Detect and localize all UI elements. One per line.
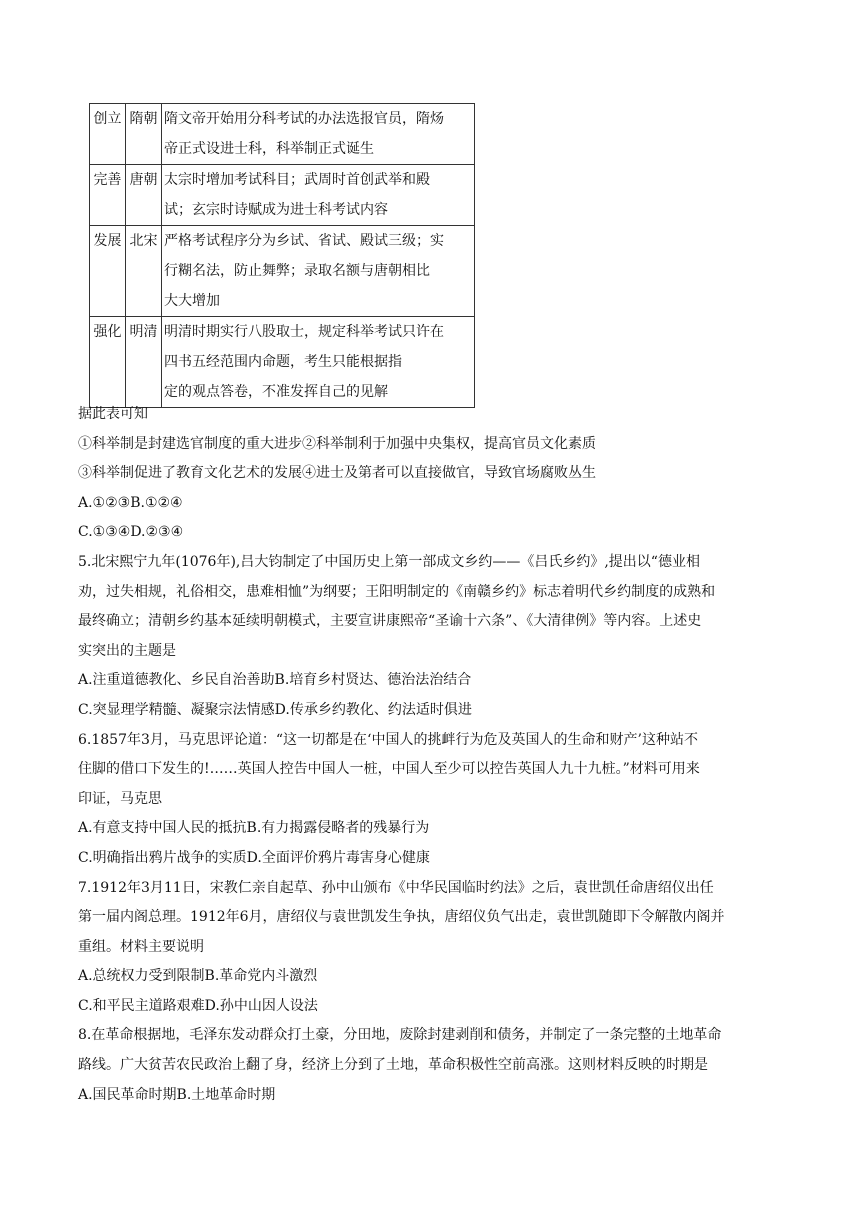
dynasty-cell: 唐朝 <box>126 165 162 226</box>
text-line: 最终确立；清朝乡约基本延续明朝模式，主要宣讲康熙帝“圣谕十六条”、《大清律例》等内容。上述史 <box>78 613 702 630</box>
answer-options-line: A.①②③B.①②④ <box>78 494 183 511</box>
answer-options-line: A.国民革命时期B.土地革命时期 <box>78 1086 276 1103</box>
dynasty-cell: 明清 <box>126 317 162 408</box>
description-line: 试；玄宗时诗赋成为进士科考试内容 <box>164 202 388 218</box>
text-line: 重组。材料主要说明 <box>78 938 204 955</box>
description-line: 隋文帝开始用分科考试的办法选报官员，隋炀 <box>164 111 444 127</box>
answer-options-line: C.突显理学精髓、凝聚宗法情感D.传承乡约教化、约法适时俱进 <box>78 701 472 718</box>
answer-options-line: C.①③④D.②③④ <box>78 524 184 541</box>
question-6-line: 6.1857年3月，马克思评论道：“这一切都是在‘中国人的挑衅行为危及英国人的生命和财产’这种站不 <box>78 731 698 748</box>
answer-options-line: C.明确指出鸦片战争的实质D.全面评价鸦片毒害身心健康 <box>78 849 430 866</box>
stage-cell: 创立 <box>90 104 126 165</box>
text-line: 实突出的主题是 <box>78 642 176 659</box>
description-cell <box>162 317 475 408</box>
text-line: 路线。广大贫苦农民政治上翻了身，经济上分到了土地，革命积极性空前高涨。这则材料反映的时期是 <box>78 1057 708 1074</box>
text-line: 印证，马克思 <box>78 790 162 807</box>
question-8-line: 8.在革命根据地，毛泽东发动群众打土豪，分田地，废除封建剥削和债务，并制定了一条完整的土地革命 <box>78 1027 722 1044</box>
description-cell <box>162 104 475 165</box>
stage-cell: 完善 <box>90 165 126 226</box>
answer-options-line: A.注重道德教化、乡民自治善助B.培育乡村贤达、德治法治结合 <box>78 672 472 689</box>
description-line: 帝正式设进士科，科举制正式诞生 <box>164 141 374 157</box>
answer-options-line: A.总统权力受到限制B.革命党内斗激烈 <box>78 968 318 985</box>
description-line: 大大增加 <box>164 293 220 309</box>
table-row <box>90 317 475 408</box>
description-line: 明清时期实行八股取士，规定科举考试只许在 <box>164 324 444 340</box>
text-line: 劝，过失相规，礼俗相交，患难相恤”为纲要；王阳明制定的《南赣乡约》标志着明代乡约制度的成熟和 <box>78 583 716 600</box>
table-row <box>90 104 475 165</box>
dynasty-cell: 隋朝 <box>126 104 162 165</box>
description-line: 四书五经范围内命题，考生只能根据指 <box>164 354 402 370</box>
answer-options-line: A.有意支持中国人民的抵抗B.有力揭露侵略者的残暴行为 <box>78 820 430 837</box>
text-line: ①科举制是封建选官制度的重大进步②科举制利于加强中央集权，提高官员文化素质 <box>78 435 596 452</box>
description-line: 行糊名法，防止舞弊；录取名额与唐朝相比 <box>164 263 430 279</box>
description-line: 太宗时增加考试科目；武周时首创武举和殿 <box>164 172 430 188</box>
text-line: 住脚的借口下发生的!……英国人控告中国人一桩，中国人至少可以控告英国人九十九桩。”材料可用来 <box>78 761 700 778</box>
dynasty-cell: 北宋 <box>126 226 162 317</box>
text-line: 据此表可知 <box>78 406 148 422</box>
text-line: ③科举制促进了教育文化艺术的发展④进士及第者可以直接做官，导致官场腐败丛生 <box>78 465 596 482</box>
table-row <box>90 226 475 317</box>
question-7-line: 7.1912年3月11日，宋教仁亲自起草、孙中山颁布《中华民国临时约法》之后，袁世凯任命唐绍仪出任 <box>78 879 714 896</box>
question-text <box>78 400 823 1110</box>
text-line: 第一届内阁总理。1912年6月，唐绍仪与袁世凯发生争执，唐绍仪负气出走，袁世凯随即下令解散内阁并 <box>78 909 725 926</box>
description-line: 定的观点答卷，不准发挥自己的见解 <box>164 384 388 400</box>
description-cell <box>162 165 475 226</box>
question-5-line: 5.北宋熙宁九年(1076年),吕大钧制定了中国历史上第一部成文乡约——《吕氏乡约》,提出以“德业相 <box>78 553 700 570</box>
description-cell <box>162 226 475 317</box>
answer-options-line: C.和平民主道路艰难D.孙中山因人设法 <box>78 997 318 1014</box>
description-line: 严格考试程序分为乡试、省试、殿试三级；实 <box>164 233 444 249</box>
stage-cell: 强化 <box>90 317 126 408</box>
keju-table <box>89 103 475 408</box>
table-row <box>90 165 475 226</box>
stage-cell: 发展 <box>90 226 126 317</box>
